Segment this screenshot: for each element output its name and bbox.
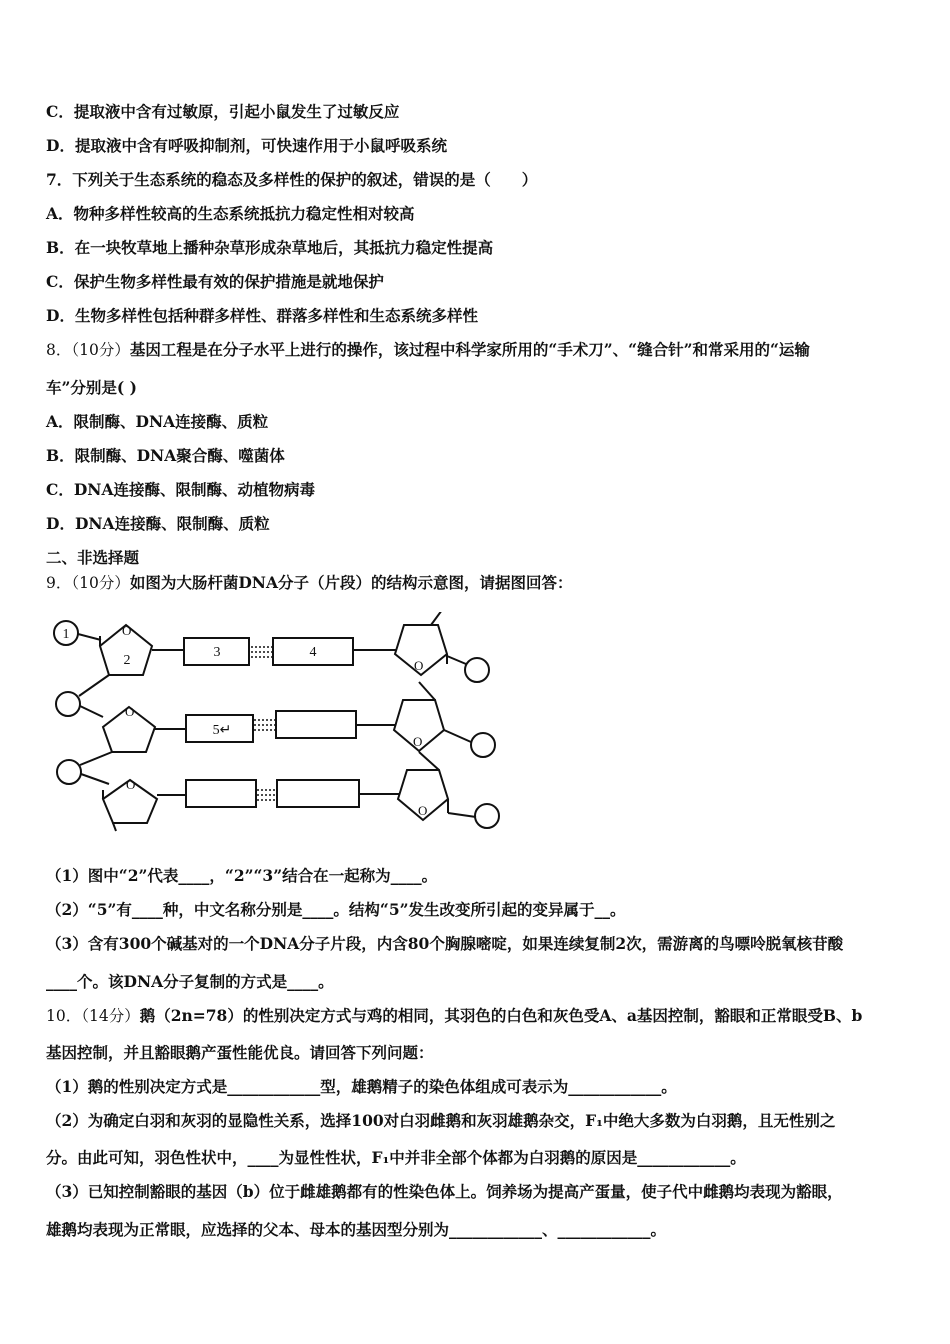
phosphate-circle-right-3 — [475, 804, 499, 828]
q8-option-b: B．限制酶、DNA聚合酶、噬菌体 — [46, 446, 285, 465]
hydrogen-bonds — [251, 647, 276, 800]
q9-sub1: （1）图中“2”代表____，“2”“3”结合在一起称为____。 — [46, 866, 438, 885]
q6-option-d: D．提取液中含有呼吸抑制剂，可快速作用于小鼠呼吸系统 — [46, 136, 447, 155]
q10-sub3-line2: 雄鹅均表现为正常眼，应选择的父本、母本的基因型分别为____________、____________。 — [46, 1220, 667, 1239]
q9-stem — [46, 572, 910, 594]
base-box-row3-left — [186, 780, 256, 807]
label-3: 3 — [213, 645, 221, 660]
label-2: 2 — [123, 653, 131, 668]
q7-option-b: B．在一块牧草地上播种杂草形成杂草地后，其抵抗力稳定性提高 — [46, 238, 494, 257]
phosphate-circle-right-1 — [465, 658, 489, 682]
base-box-row2-right — [276, 711, 356, 738]
svg-text:O: O — [418, 803, 428, 818]
q7-stem: 7．下列关于生态系统的稳态及多样性的保护的叙述，错误的是（ ） — [46, 170, 538, 189]
q8-option-d: D．DNA连接酶、限制酶、质粒 — [46, 514, 270, 533]
phosphate-circle-2 — [56, 692, 80, 716]
phosphate-circle-3 — [57, 760, 81, 784]
phosphate-circle-right-2 — [471, 733, 495, 757]
label-4: 4 — [309, 645, 317, 660]
label-1: 1 — [62, 627, 70, 642]
q8-number: 8．（10分） — [46, 341, 130, 359]
svg-text:O: O — [125, 704, 135, 719]
section-title: 二、非选择题 — [46, 548, 140, 567]
q9-sub3-line1: （3）含有300个碱基对的一个DNA分子片段，内含80个胸腺嘧啶，如果连续复制2次，需游离的鸟嘌呤脱氧核苷酸 — [46, 934, 844, 953]
svg-text:O: O — [413, 734, 423, 749]
svg-text:O: O — [414, 658, 424, 673]
q10-sub2-line1: （2）为确定白羽和灰羽的显隐性关系，选择100对白羽雌鹅和灰羽雄鹅杂交，F₁中绝大多数为白羽鹅，且无性别之 — [46, 1111, 836, 1130]
q9-stem-text: 如图为大肠杆菌DNA分子（片段）的结构示意图，请据图回答： — [129, 573, 573, 592]
q8-option-c: C．DNA连接酶、限制酶、动植物病毒 — [46, 480, 315, 499]
q7-option-a: A．物种多样性较高的生态系统抵抗力稳定性相对较高 — [46, 204, 415, 223]
q7-option-c: C．保护生物多样性最有效的保护措施是就地保护 — [46, 272, 384, 291]
q8-option-a: A．限制酶、DNA连接酶、质粒 — [46, 412, 269, 431]
q8-stem-line2: 车”分别是( ) — [46, 378, 137, 397]
q9-sub2: （2）“5”有____种，中文名称分别是____。结构“5”发生改变所引起的变异属于__。 — [46, 900, 626, 919]
q10-stem-line1 — [46, 1005, 910, 1027]
q10-sub2-line2: 分。由此可知，羽色性状中，____为显性性状，F₁中并非全部个体都为白羽鹅的原因是____________。 — [46, 1148, 746, 1167]
svg-text:O: O — [126, 777, 136, 792]
q8-stem-line1 — [46, 339, 910, 361]
q6-option-c: C．提取液中含有过敏原，引起小鼠发生了过敏反应 — [46, 102, 400, 121]
q10-stem-text: 鹅（2n=78）的性别决定方式与鸡的相同，其羽色的白色和灰色受A、a基因控制，豁眼和正常眼受B、b — [139, 1006, 863, 1025]
q7-option-d: D．生物多样性包括种群多样性、群落多样性和生态系统多样性 — [46, 306, 478, 325]
svg-text:O: O — [122, 623, 132, 638]
q10-sub3-line1: （3）已知控制豁眼的基因（b）位于雌雄鹅都有的性染色体上。饲养场为提高产蛋量，使子代中雌鹅均表现为豁眼， — [46, 1182, 843, 1201]
label-5: 5↵ — [212, 723, 232, 738]
q10-stem-line2: 基因控制，并且豁眼鹅产蛋性能优良。请回答下列问题： — [46, 1043, 434, 1062]
dna-structure-diagram — [46, 612, 516, 840]
base-box-row3-right — [277, 780, 359, 807]
q9-sub3-line2: ____个。该DNA分子复制的方式是____。 — [46, 972, 334, 991]
q10-sub1: （1）鹅的性别决定方式是____________型，雄鹅精子的染色体组成可表示为____________。 — [46, 1077, 677, 1096]
q10-number: 10．（14分） — [46, 1007, 140, 1025]
q8-stem-text: 基因工程是在分子水平上进行的操作，该过程中科学家所用的“手术刀”、“缝合针”和常采用的“运输 — [129, 340, 810, 359]
q9-number: 9．（10分） — [46, 574, 130, 592]
